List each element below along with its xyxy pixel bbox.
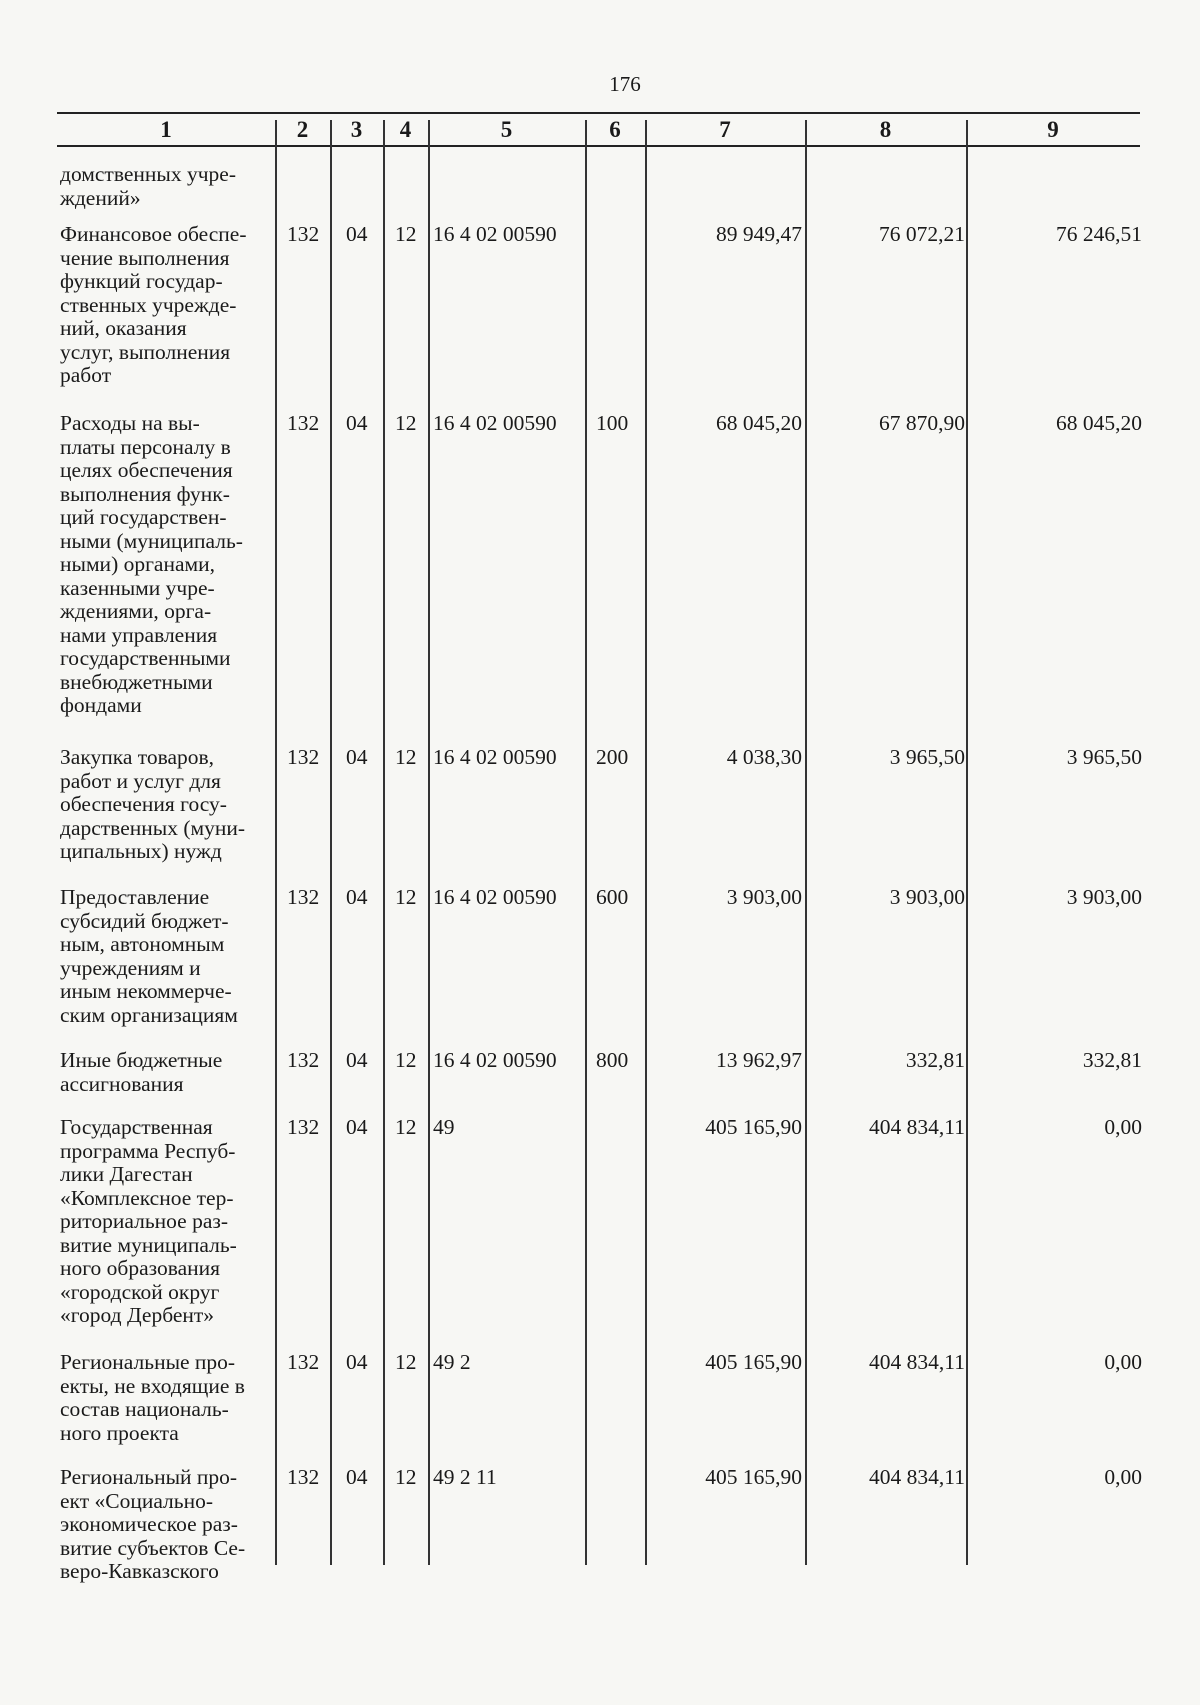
- column-header-8: 8: [879, 117, 892, 142]
- cell-ministry-code: 132: [287, 222, 320, 246]
- row-name: домственных учре- ждений»: [60, 162, 236, 210]
- cell-subsection: 12: [395, 745, 417, 769]
- cell-ministry-code: 132: [287, 1115, 320, 1139]
- cell-ministry-code: 132: [287, 1465, 320, 1489]
- cell-amount-9: 0,00: [1104, 1465, 1142, 1489]
- cell-section: 04: [346, 1350, 368, 1374]
- cell-amount-7: 405 165,90: [705, 1115, 802, 1139]
- cell-target-code: 49 2 11: [433, 1465, 497, 1489]
- cell-target-code: 49 2: [433, 1350, 471, 1374]
- cell-amount-7: 4 038,30: [726, 745, 802, 769]
- cell-section: 04: [346, 885, 368, 909]
- row-name: Иные бюджетные ассигнования: [60, 1048, 223, 1096]
- column-divider: [645, 120, 647, 1565]
- column-divider: [966, 120, 968, 1565]
- cell-target-code: 16 4 02 00590: [433, 885, 557, 909]
- cell-target-code: 16 4 02 00590: [433, 411, 557, 435]
- column-header-5: 5: [500, 117, 513, 142]
- cell-amount-8: 3 903,00: [889, 885, 965, 909]
- cell-target-code: 16 4 02 00590: [433, 1048, 557, 1072]
- column-header-7: 7: [719, 117, 731, 142]
- cell-subsection: 12: [395, 1048, 417, 1072]
- cell-amount-7: 405 165,90: [705, 1465, 802, 1489]
- cell-subsection: 12: [395, 411, 417, 435]
- cell-amount-9: 3 903,00: [1066, 885, 1142, 909]
- cell-amount-7: 405 165,90: [705, 1350, 802, 1374]
- cell-amount-8: 3 965,50: [889, 745, 965, 769]
- cell-amount-9: 0,00: [1104, 1350, 1142, 1374]
- column-divider: [330, 120, 332, 1565]
- cell-amount-8: 67 870,90: [879, 411, 965, 435]
- cell-expense-type: 100: [596, 411, 629, 435]
- cell-amount-8: 404 834,11: [869, 1350, 965, 1374]
- table-top-rule: [57, 112, 1140, 114]
- cell-subsection: 12: [395, 1465, 417, 1489]
- row-name: Предоставление субсидий бюджет- ным, автономным учреждениям и иным некоммерче- ским организациям: [60, 885, 238, 1027]
- cell-ministry-code: 132: [287, 1350, 320, 1374]
- cell-subsection: 12: [395, 222, 417, 246]
- cell-ministry-code: 132: [287, 1048, 320, 1072]
- cell-amount-9: 76 246,51: [1056, 222, 1142, 246]
- column-header-9: 9: [1047, 117, 1059, 142]
- cell-expense-type: 200: [596, 745, 629, 769]
- column-divider: [805, 120, 807, 1565]
- row-name: Региональные про- екты, не входящие в состав националь- ного проекта: [60, 1350, 245, 1445]
- column-divider: [383, 120, 385, 1565]
- cell-expense-type: 600: [596, 885, 629, 909]
- cell-ministry-code: 132: [287, 885, 320, 909]
- cell-subsection: 12: [395, 1115, 417, 1139]
- cell-section: 04: [346, 1465, 368, 1489]
- cell-amount-8: 332,81: [905, 1048, 965, 1072]
- cell-target-code: 16 4 02 00590: [433, 745, 557, 769]
- column-header-2: 2: [296, 117, 309, 142]
- cell-section: 04: [346, 222, 368, 246]
- cell-amount-7: 68 045,20: [716, 411, 802, 435]
- cell-expense-type: 800: [596, 1048, 629, 1072]
- cell-target-code: 16 4 02 00590: [433, 222, 557, 246]
- cell-amount-7: 13 962,97: [716, 1048, 802, 1072]
- row-name: Региональный про- ект «Социально- экономическое раз- витие субъектов Се- веро-Кавказского: [60, 1465, 246, 1583]
- row-name: Государственная программа Респуб- лики Дагестан «Комплексное тер- риториальное раз- витие муниципаль- ного образования «городской округ «город Дербент»: [60, 1115, 237, 1327]
- column-divider: [275, 120, 277, 1565]
- column-divider: [585, 120, 587, 1565]
- cell-ministry-code: 132: [287, 745, 320, 769]
- cell-section: 04: [346, 1048, 368, 1072]
- cell-section: 04: [346, 411, 368, 435]
- row-name: Расходы на вы- платы персоналу в целях обеспечения выполнения функ- ций государствен- ными (муниципаль- ными) органами, казенными учре- ждениями, орга- нами управления государственными внебюджетными фондами: [60, 411, 243, 717]
- cell-amount-8: 76 072,21: [879, 222, 965, 246]
- column-header-1: 1: [160, 117, 172, 142]
- page-number: 176: [609, 72, 641, 96]
- row-name: Закупка товаров, работ и услуг для обеспечения госу- дарственных (муни- ципальных) нужд: [60, 745, 246, 863]
- column-header-3: 3: [350, 117, 363, 142]
- column-header-6: 6: [609, 117, 621, 142]
- cell-amount-7: 89 949,47: [716, 222, 802, 246]
- cell-amount-7: 3 903,00: [726, 885, 802, 909]
- row-name: Финансовое обеспе- чение выполнения функций государ- ственных учрежде- ний, оказания услуг, выполнения работ: [60, 222, 247, 387]
- cell-amount-8: 404 834,11: [869, 1465, 965, 1489]
- header-bottom-rule: [57, 145, 1140, 147]
- cell-amount-9: 0,00: [1104, 1115, 1142, 1139]
- column-divider: [428, 120, 430, 1565]
- cell-subsection: 12: [395, 885, 417, 909]
- cell-amount-9: 3 965,50: [1066, 745, 1142, 769]
- cell-ministry-code: 132: [287, 411, 320, 435]
- column-header-4: 4: [399, 117, 412, 142]
- cell-amount-8: 404 834,11: [869, 1115, 965, 1139]
- cell-amount-9: 68 045,20: [1056, 411, 1142, 435]
- cell-section: 04: [346, 745, 368, 769]
- cell-target-code: 49: [433, 1115, 455, 1139]
- cell-section: 04: [346, 1115, 368, 1139]
- cell-amount-9: 332,81: [1082, 1048, 1142, 1072]
- cell-subsection: 12: [395, 1350, 417, 1374]
